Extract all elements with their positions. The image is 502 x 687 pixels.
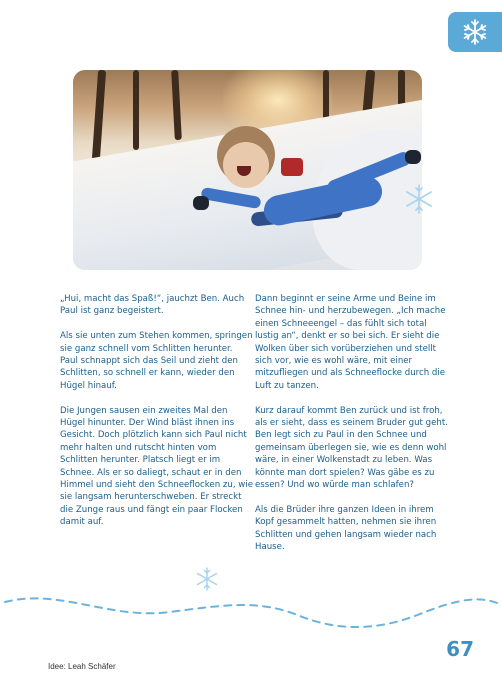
dashed-wave-decoration (0, 590, 502, 640)
snowflake-icon (402, 182, 436, 216)
story-column-left (60, 293, 253, 541)
paragraph: „Hui, macht das Spaß!“, jauchzt Ben. Auch Paul ist ganz begeistert. (60, 294, 245, 317)
paragraph: Die Jungen sausen ein zweites Mal den Hügel hinunter. Der Wind bläst ihnen ins Gesicht. Doch plötzlich kann sich Paul nicht mehr halten und rutscht hinten vom Schlitten herunter. Platsch liegt er im Schnee. Als er so daliegt, schaut er in den Himmel und sieht den Schneeflocken zu, wie sie langsam herunterschweben. Er streckt die Zunge raus und fängt ein paar Flocken damit auf. (60, 405, 254, 528)
snowflake-icon (194, 566, 220, 592)
paragraph: Als sie unten zum Stehen kommen, springen sie ganz schnell vom Schlitten herunter. Paul schnappt sich das Seil und zieht den Schlitten, so schnell er kann, wieder den Hügel hinauf. (60, 331, 253, 391)
paragraph: Als die Brüder ihre ganzen Ideen in ihrem Kopf gesammelt hatten, nehmen sie ihren Schlitten und gehen langsam wieder nach Hause. (255, 504, 437, 553)
corner-badge (448, 12, 502, 52)
paragraph: Kurz darauf kommt Ben zurück und ist froh, als er sieht, dass es seinem Bruder gut geht. Ben legt sich zu Paul in den Schnee und gemeinsam überlegen sie, wie es denn wohl wäre, in einer Wolkenstadt zu leben. Was könnte man dort spielen? Was gäbe es zu essen? Und wo würde man schlafen? (255, 405, 448, 491)
author-credit: Idee: Leah Schäfer (48, 662, 116, 671)
page-number: 67 (446, 637, 474, 661)
paragraph: Dann beginnt er seine Arme und Beine im Schnee hin- und herzubewegen. „Ich mache einen Schneeengel – das fühlt sich total lustig an“, denkt er so bei sich. Er sieht die Wolken über sich vorüberziehen und stellt sich vor, wie es wohl wäre, mit einer mitzufliegen und als Schneeflocke durch die Luft zu tanzen. (255, 294, 446, 391)
story-column-right (255, 293, 448, 566)
photo-boy-sledding (73, 70, 422, 270)
snowflake-icon (461, 18, 489, 46)
